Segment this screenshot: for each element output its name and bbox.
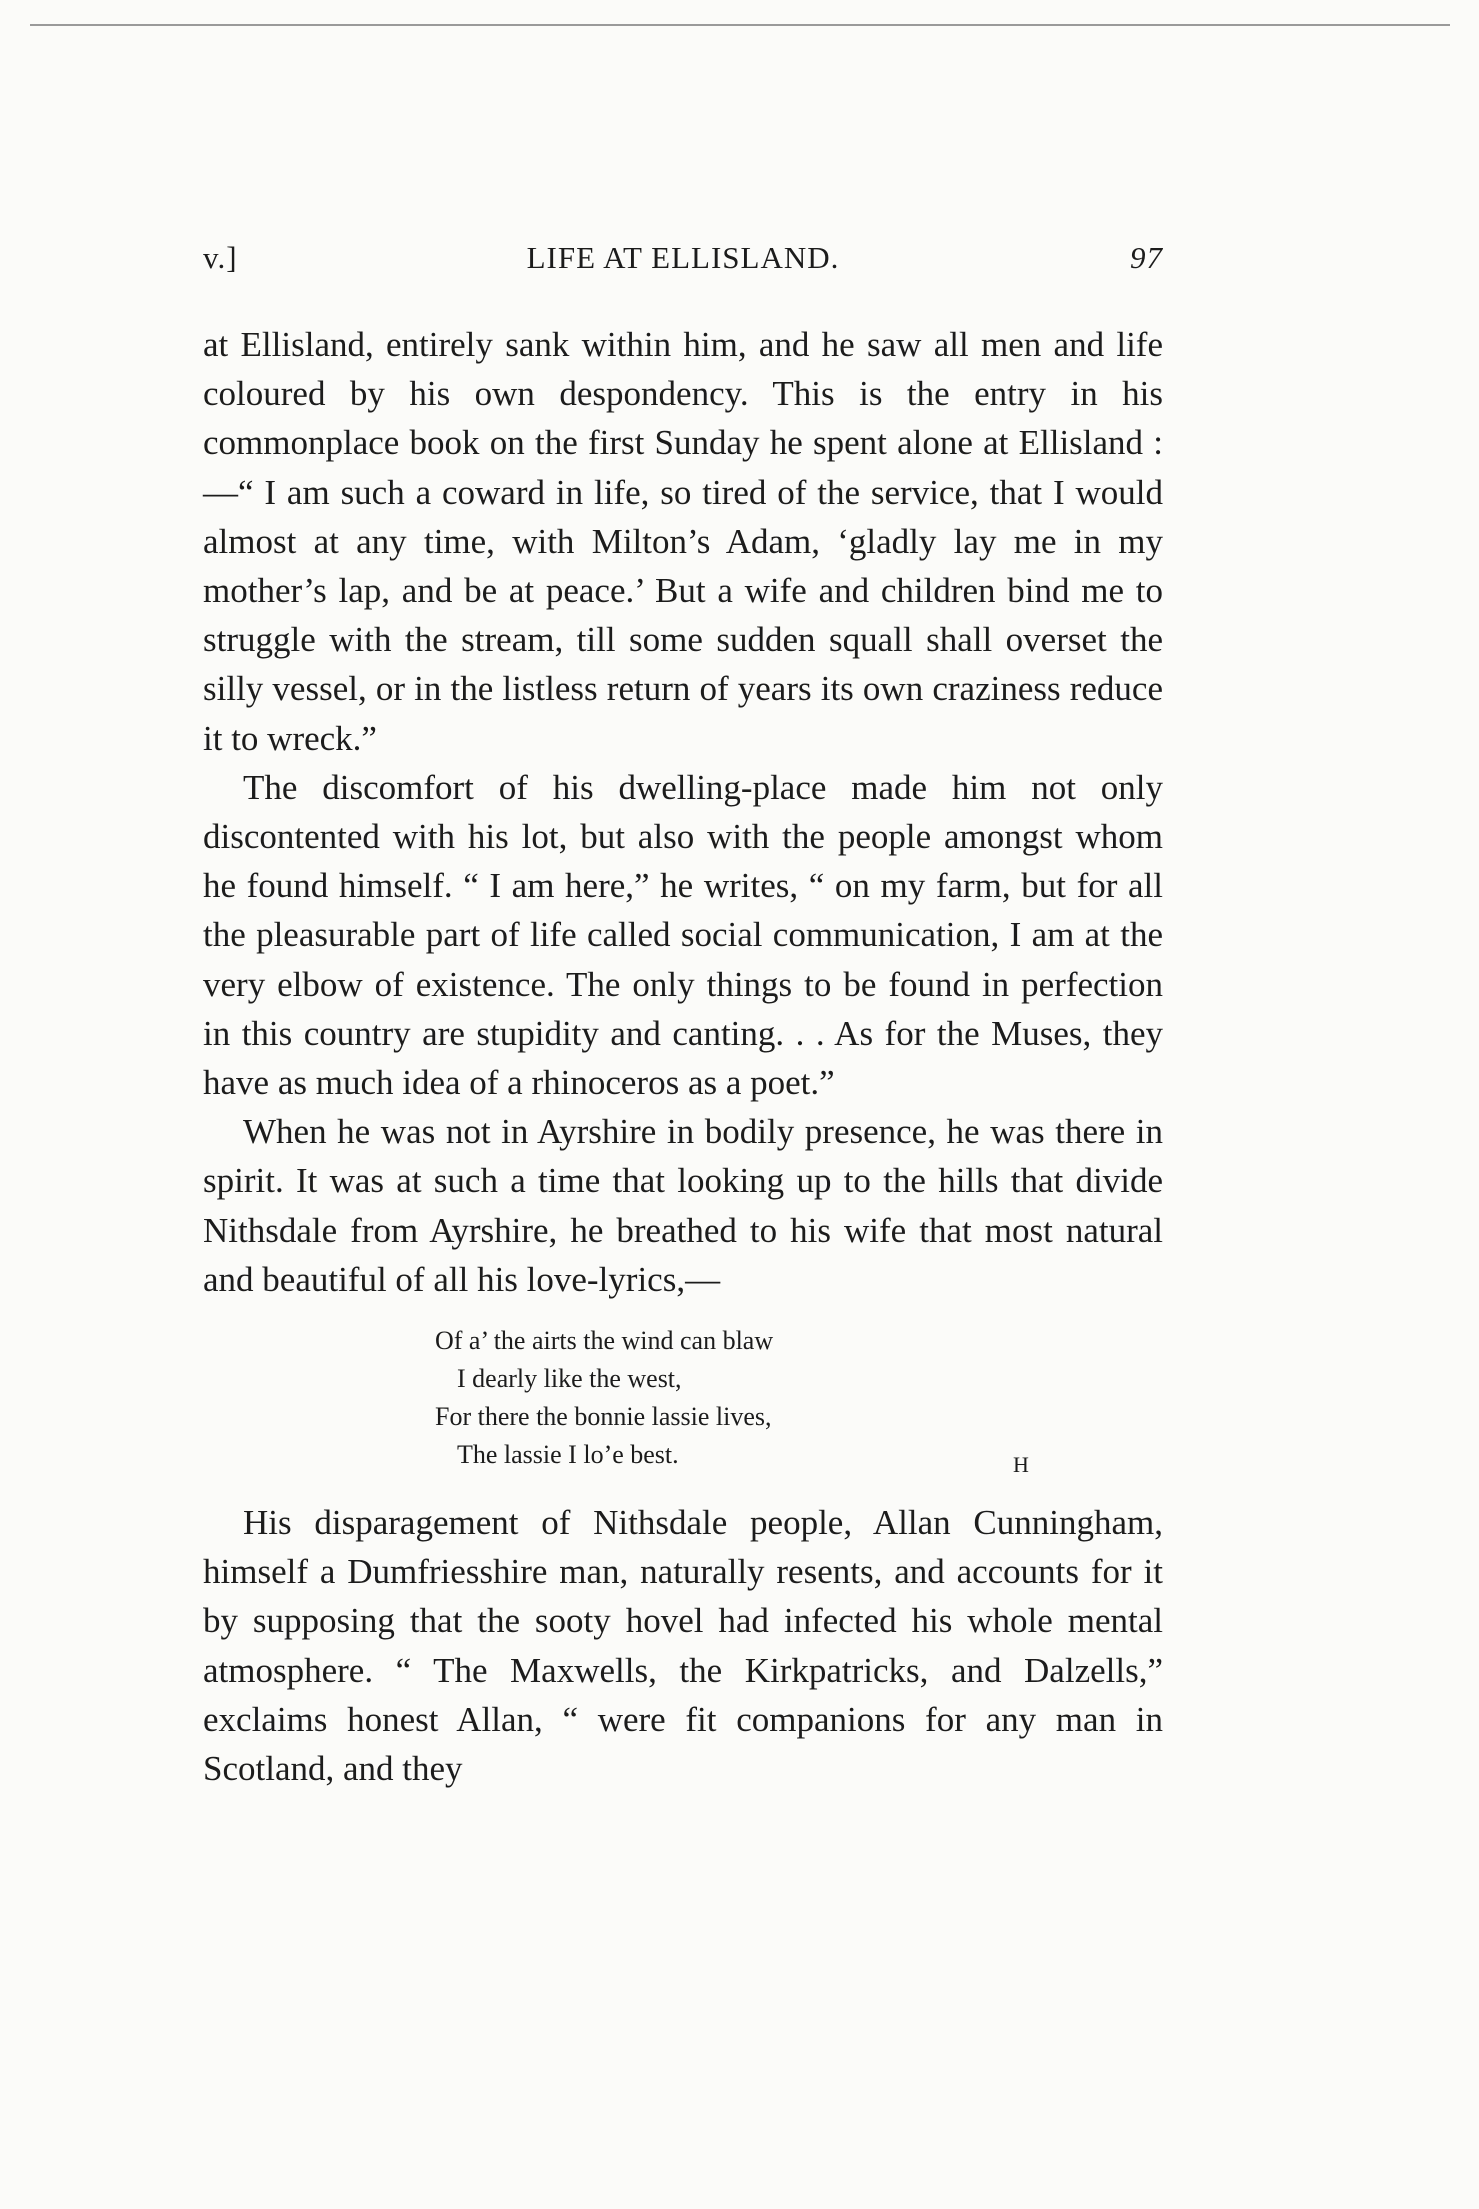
page-top-edge-rule [30, 24, 1450, 26]
signature-mark: H [1013, 1452, 1030, 1477]
poem-line-4: The lassie I lo’e best. [457, 1440, 679, 1470]
poem-line-1: Of a’ the airts the wind can blaw [435, 1326, 774, 1356]
paragraph-2: The discomfort of his dwelling-place made him not only discontented with his lot, but also with the people amongst whom he found himself. “ I am here,” he writes, “ on my farm, but for all the pleasurable part of life called social communication, I am at the very elbow of existence. The only things to be found in perfection in this country are stupidity and canting. . . As for the Muses, they have as much idea of a rhinoceros as a poet.” [203, 767, 1163, 1103]
chapter-number: v.] [203, 240, 238, 275]
poem-line-3: For there the bonnie lassie lives, [435, 1402, 772, 1432]
paragraph-1: at Ellisland, entirely sank within him, and he saw all men and life coloured by his own despondency. This is the entry in his commonplace book on the first Sunday he spent alone at Ellisland :—“ I am such a coward in life, so tired of the service, that I would almost at any time, with Milton’s Adam, ‘gladly lay me in my mother’s lap, and be at peace.’ But a wife and children bind me to struggle with the stream, till some sudden squall shall overset the silly vessel, or in the listless return of years its own craziness reduce it to wreck.” [203, 325, 1163, 758]
page-number: 97 [1130, 240, 1163, 275]
paragraph-3: When he was not in Ayrshire in bodily presence, he was there in spirit. It was at such a time that looking up to the hills that divide Nithsdale from Ayrshire, he breathed to his wife that most natural and beautiful of all his love-lyrics,— [203, 1112, 1163, 1299]
running-header [203, 240, 1163, 280]
running-title: LIFE AT ELLISLAND. [526, 240, 840, 275]
poem-line-2: I dearly like the west, [457, 1364, 682, 1394]
paragraph-4: His disparagement of Nithsdale people, Allan Cunningham, himself a Dumfriesshire man, naturally resents, and accounts for it by supposing that the sooty hovel had infected his whole mental atmosphere. “ The Maxwells, the Kirkpatricks, and Dalzells,” exclaims honest Allan, “ were fit companions for any man in Scotland, and they [203, 1503, 1163, 1789]
page-body [203, 320, 1163, 1793]
